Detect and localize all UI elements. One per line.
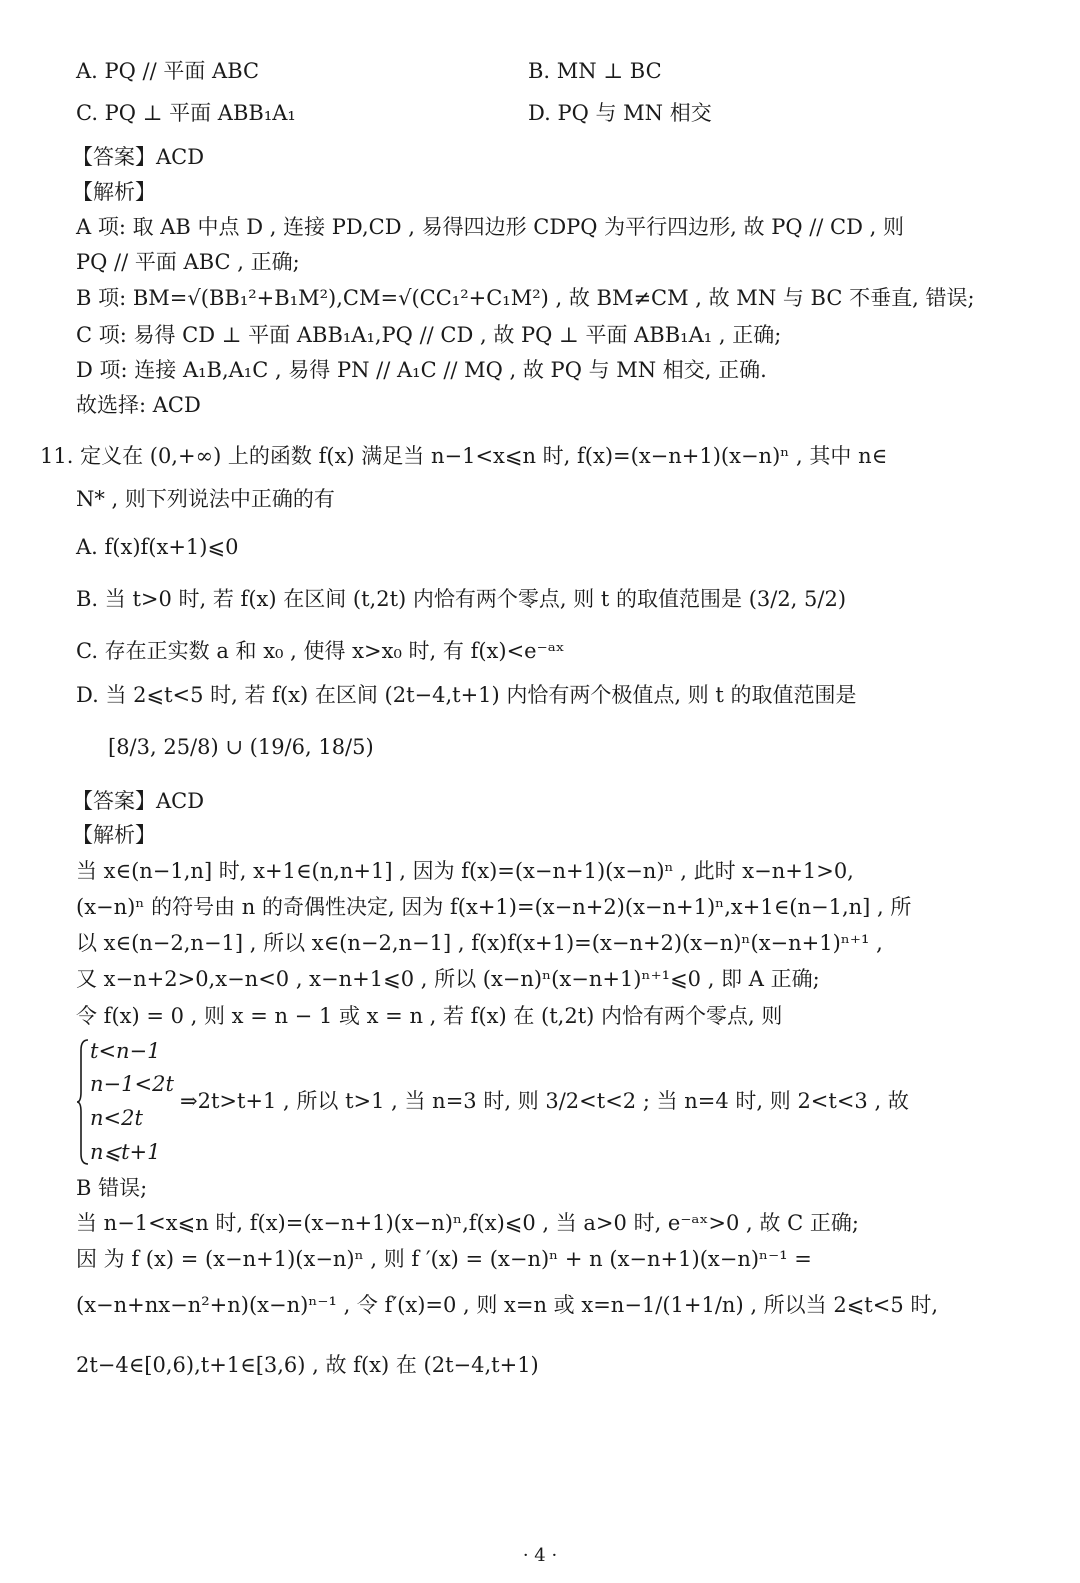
q11-solution-line: B 错误; [76,1176,148,1200]
q11-analysis-label: 【解析】 [72,823,156,847]
q11-stem: 11. 定义在 (0,+∞) 上的函数 f(x) 满足当 n−1<x⩽n 时, f(x)=(x−n+1)(x−n)ⁿ , 其中 n∈ [40,444,888,468]
q10-answer: 【答案】ACD [72,145,205,169]
q11-solution-line: 因 为 f (x) = (x−n+1)(x−n)ⁿ , 则 f ′(x) = (x−n)ⁿ + n (x−n+1)(x−n)ⁿ⁻¹ = [76,1247,812,1271]
inequality-row: n−1<2t [90,1072,174,1096]
inequality-row: t<n−1 [90,1039,161,1063]
q10-analysis-line: D 项: 连接 A₁B,A₁C , 易得 PN // A₁C // MQ , 故 PQ 与 MN 相交, 正确. [76,358,767,382]
q11-solution-line: (x−n)ⁿ 的符号由 n 的奇偶性决定, 因为 f(x+1)=(x−n+2)(x−n+1)ⁿ,x+1∈(n−1,n] , 所 [76,895,912,919]
inequality-row: n⩽t+1 [90,1140,161,1164]
q10-option-b: B. MN ⊥ BC [528,59,662,83]
q11-solution-line: 当 x∈(n−1,n] 时, x+1∈(n,n+1] , 因为 f(x)=(x−n+1)(x−n)ⁿ , 此时 x−n+1>0, [76,859,854,883]
q11-solution-line: 2t−4∈[0,6),t+1∈[3,6) , 故 f(x) 在 (2t−4,t+1) [76,1353,539,1377]
q11-option-d: D. 当 2⩽t<5 时, 若 f(x) 在区间 (2t−4,t+1) 内恰有两个极值点, 则 t 的取值范围是 [76,683,857,707]
q11-solution-line: (x−n+nx−n²+n)(x−n)ⁿ⁻¹ , 令 f′(x)=0 , 则 x=n 或 x=n−1/(1+1/n) , 所以当 2⩽t<5 时, [76,1293,939,1317]
q11-solution-line: 又 x−n+2>0,x−n<0 , x−n+1⩽0 , 所以 (x−n)ⁿ(x−n+1)ⁿ⁺¹⩽0 , 即 A 正确; [76,967,820,991]
q10-analysis-line: 故选择: ACD [76,393,201,417]
q11-option-a: A. f(x)f(x+1)⩽0 [76,535,239,559]
q10-option-c: C. PQ ⊥ 平面 ABB₁A₁ [76,101,296,125]
q10-analysis-line: A 项: 取 AB 中点 D , 连接 PD,CD , 易得四边形 CDPQ 为平行四边形, 故 PQ // CD , 则 [76,215,904,239]
q10-analysis-label: 【解析】 [72,180,156,204]
q10-analysis-line: B 项: BM=√(BB₁²+B₁M²),CM=√(CC₁²+C₁M²) , 故 BM≠CM , 故 MN 与 BC 不垂直, 错误; [76,286,975,310]
inequality-row: n<2t [90,1106,143,1130]
q10-option-d: D. PQ 与 MN 相交 [528,101,712,125]
q11-option-b: B. 当 t>0 时, 若 f(x) 在区间 (t,2t) 内恰有两个零点, 则 t 的取值范围是 (3/2, 5/2) [76,587,847,611]
system-conclusion: ⇒2t>t+1 , 所以 t>1 , 当 n=3 时, 则 3/2<t<2 ; 当 n=4 时, 则 2<t<3 , 故 [180,1089,909,1113]
q11-solution-line: 令 f(x) = 0 , 则 x = n − 1 或 x = n , 若 f(x) 在 (t,2t) 内恰有两个零点, 则 [76,1004,783,1028]
q11-solution-line: 当 n−1<x⩽n 时, f(x)=(x−n+1)(x−n)ⁿ,f(x)⩽0 , 当 a>0 时, e⁻ᵃˣ>0 , 故 C 正确; [76,1211,859,1235]
q10-option-a: A. PQ // 平面 ABC [76,59,260,83]
q11-stem-cont: N* , 则下列说法中正确的有 [76,487,335,511]
page-number: · 4 · [522,1545,558,1566]
q10-analysis-line: PQ // 平面 ABC , 正确; [76,250,300,274]
q11-option-d-range: [8/3, 25/8) ∪ (19/6, 18/5) [108,735,374,759]
q10-analysis-line: C 项: 易得 CD ⊥ 平面 ABB₁A₁,PQ // CD , 故 PQ ⊥ 平面 ABB₁A₁ , 正确; [76,323,782,347]
q11-answer: 【答案】ACD [72,789,205,813]
q11-option-c: C. 存在正实数 a 和 x₀ , 使得 x>x₀ 时, 有 f(x)<e⁻ᵃˣ [76,639,565,663]
q11-solution-line: 以 x∈(n−2,n−1] , 所以 x∈(n−2,n−1] , f(x)f(x+1)=(x−n+2)(x−n)ⁿ(x−n+1)ⁿ⁺¹ , [76,931,883,955]
